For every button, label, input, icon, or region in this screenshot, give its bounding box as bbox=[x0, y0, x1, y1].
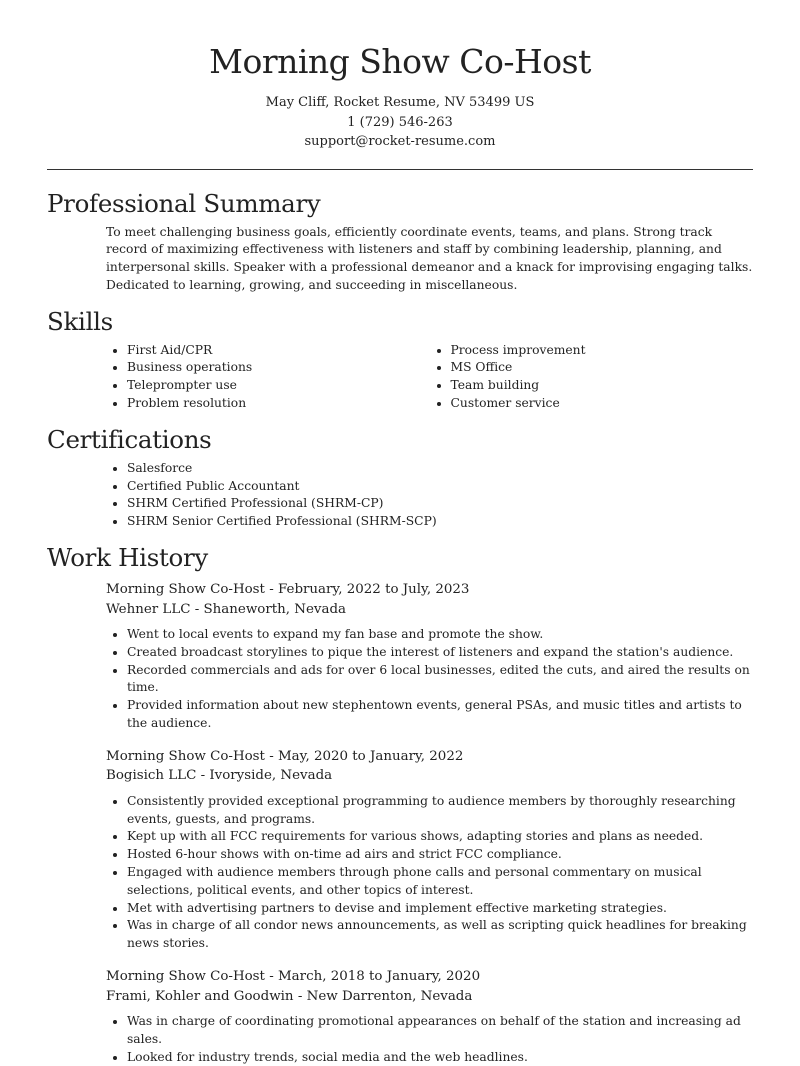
job-title: Morning Show Co-Host - February, 2022 to July, 2023 bbox=[106, 582, 470, 598]
list-item: • Teleprompter use bbox=[127, 377, 430, 395]
certifications-section bbox=[47, 425, 753, 531]
list-item: • Provided information about new stephentown events, general PSAs, and music titles and artists to the audience. bbox=[127, 697, 753, 733]
list-item: • MS Office bbox=[451, 359, 754, 377]
summary-text: To meet challenging business goals, efficiently coordinate events, teams, and plans. Strong track record of maximizing effectiveness with listeners and staff by combining leadership, planning, and interpersonal skills. Speaker with a professional demeanor and a knack for improvising engaging talks. Dedicated to learning, growing, and succeeding in miscellaneous. bbox=[106, 224, 753, 292]
skills-section bbox=[47, 307, 753, 413]
list-item: • Went to local events to expand my fan base and promote the show. bbox=[127, 626, 753, 644]
address: May Cliff, Rocket Resume, NV 53499 US bbox=[265, 95, 535, 110]
job-title: Morning Show Co-Host - March, 2018 to January, 2020 bbox=[106, 969, 481, 985]
job-entry bbox=[106, 747, 753, 953]
list-item: • Was in charge of coordinating promotional appearances on behalf of the station and increasing ad sales. bbox=[127, 1013, 753, 1049]
list-item: • SHRM Senior Certified Professional (SHRM-SCP) bbox=[127, 513, 753, 531]
list-item: • Was in charge of all condor news announcements, as well as scripting quick headlines for breaking news stories. bbox=[127, 917, 753, 953]
job-bullets bbox=[106, 626, 753, 733]
section-heading: Skills bbox=[47, 306, 113, 336]
work-section bbox=[47, 543, 753, 1066]
list-item: • Certified Public Accountant bbox=[127, 478, 753, 496]
resume-name: Morning Show Co-Host bbox=[209, 42, 591, 81]
job-bullets bbox=[106, 793, 753, 953]
list-item: • Kept up with all FCC requirements for various shows, adapting stories and plans as needed. bbox=[127, 828, 753, 846]
section-heading: Work History bbox=[47, 543, 208, 573]
list-item: • Consistently provided exceptional programming to audience members by thoroughly researching events, guests, and programs. bbox=[127, 793, 753, 829]
divider bbox=[47, 169, 753, 170]
list-item: • Team building bbox=[451, 377, 754, 395]
list-item: • Engaged with audience members through phone calls and personal commentary on musical selections, political events, and other topics of interest. bbox=[127, 864, 753, 900]
list-item: • Met with advertising partners to devise and implement effective marketing strategies. bbox=[127, 900, 753, 918]
job-company: Frami, Kohler and Goodwin - New Darrenton, Nevada bbox=[106, 988, 473, 1004]
job-title: Morning Show Co-Host - May, 2020 to January, 2022 bbox=[106, 748, 464, 764]
list-item: • First Aid/CPR bbox=[127, 342, 430, 360]
job-entry bbox=[106, 580, 753, 733]
job-company: Wehner LLC - Shaneworth, Nevada bbox=[106, 601, 347, 617]
list-item: • Looked for industry trends, social media and the web headlines. bbox=[127, 1049, 753, 1066]
job-bullets bbox=[106, 1013, 753, 1066]
job-company: Bogisich LLC - Ivoryside, Nevada bbox=[106, 768, 333, 784]
list-item: • Salesforce bbox=[127, 460, 753, 478]
list-item: • Created broadcast storylines to pique the interest of listeners and expand the station's audience. bbox=[127, 644, 753, 662]
skills-list-left bbox=[106, 342, 430, 413]
skills-list-right bbox=[430, 342, 754, 413]
list-item: • Recorded commercials and ads for over 6 local businesses, edited the cuts, and aired the results on time. bbox=[127, 662, 753, 698]
list-item: • Business operations bbox=[127, 359, 430, 377]
list-item: • Process improvement bbox=[451, 342, 754, 360]
list-item: • Customer service bbox=[451, 395, 754, 413]
phone: 1 (729) 546-263 bbox=[347, 114, 453, 130]
summary-section bbox=[47, 189, 753, 295]
certifications-list bbox=[106, 460, 753, 531]
job-entry bbox=[106, 967, 753, 1066]
list-item: • Problem resolution bbox=[127, 395, 430, 413]
section-heading: Certifications bbox=[47, 424, 212, 454]
list-item: • SHRM Certified Professional (SHRM-CP) bbox=[127, 495, 753, 513]
list-item: • Hosted 6-hour shows with on-time ad airs and strict FCC compliance. bbox=[127, 846, 753, 864]
section-heading: Professional Summary bbox=[47, 188, 321, 218]
email: support@rocket-resume.com bbox=[304, 134, 496, 149]
contact-info bbox=[47, 93, 753, 152]
